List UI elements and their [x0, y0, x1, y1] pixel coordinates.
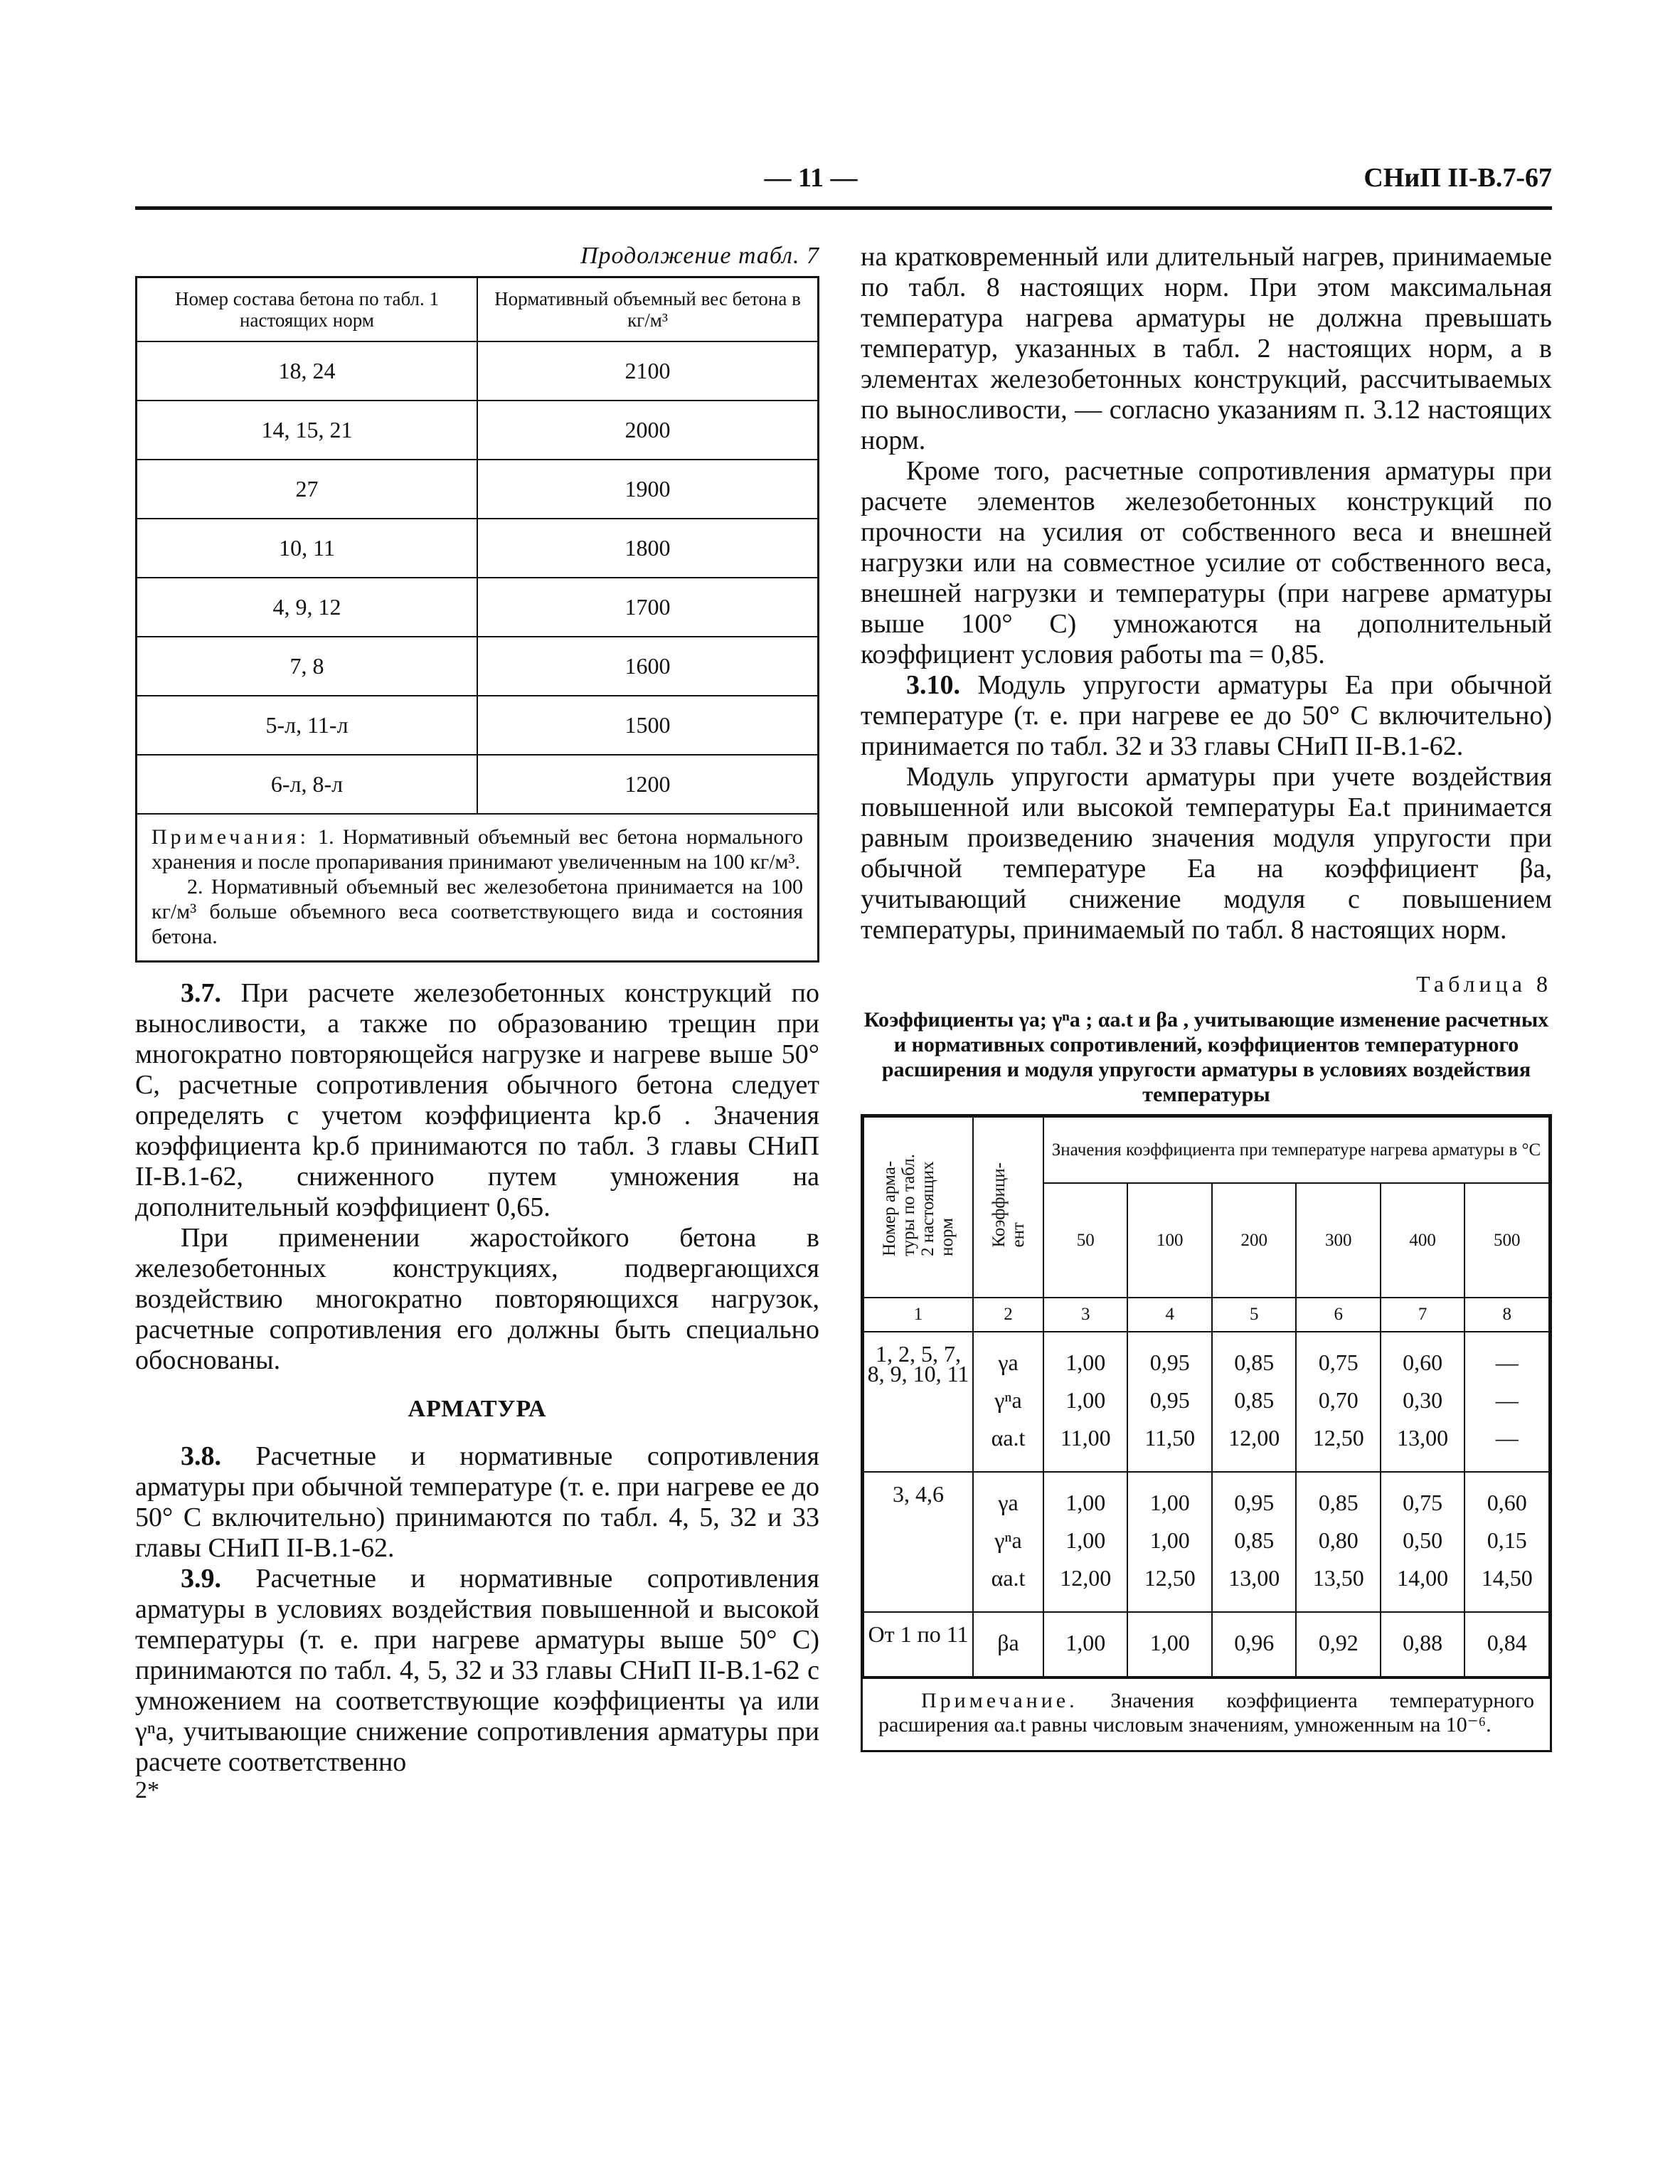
paragraph-3-8-number: 3.8.	[181, 1441, 221, 1471]
table7-header-weight: Нормативный объемный вес бетона в кг/м³	[477, 278, 817, 341]
table8-column-number: 1	[863, 1298, 973, 1332]
table8-column-number: 3	[1043, 1298, 1127, 1332]
table7-cell-composition: 7, 8	[137, 637, 477, 696]
paragraph-3-7-text: При расчете железобетонных конструкций по выносливости, а также по образованию трещин при многократно повторяющейся нагрузке и нагреве выше 50° С, расчетные сопротивления обычного бетона следует определять с учетом коэффициента kр.б . Значения коэффициента kр.б принимаются по табл. 3 главы СНиП II-В.1-62, сниженного путем умножения на дополнительный коэффициент 0,65.	[135, 978, 819, 1222]
table7-cell-composition: 6-л, 8-л	[137, 755, 477, 813]
paragraph-3-9-text: Расчетные и нормативные сопротивления арматуры в условиях воздействия повышенной и высокой температуры (т. е. при нагреве арматуры выше 50° С) принимаются по табл. 4, 5, 32 и 33 главы СНиП II-В.1-62 с умножением на соответствующие коэффициенты γа или γⁿа, учитывающие снижение сопротивления арматуры при расчете соответственно	[135, 1564, 819, 1777]
table-row	[863, 1332, 1549, 1472]
table7-header-composition: Номер состава бетона по табл. 1 настоящих норм	[137, 278, 477, 341]
table8-grid	[863, 1116, 1550, 1677]
table7-cell-weight: 1900	[477, 460, 817, 519]
table8-temp-header: 100	[1127, 1183, 1211, 1298]
table8-value-cell: 0,85 0,85 12,00	[1212, 1332, 1296, 1472]
table8-value-cell: 0,75 0,70 12,50	[1296, 1332, 1380, 1472]
table8-column-number: 7	[1381, 1298, 1464, 1332]
paragraph-3-10	[861, 670, 1552, 762]
table-row	[137, 578, 817, 637]
table8-value-cell: 0,75 0,50 14,00	[1381, 1472, 1464, 1612]
table-row	[137, 460, 817, 519]
table8-armature-number: 1, 2, 5, 7, 8, 9, 10, 11	[863, 1332, 973, 1472]
table8-value-cell: 1,00	[1043, 1612, 1127, 1677]
table8-header-number: Номер арма- туры по табл. 2 настоящих норм	[863, 1117, 973, 1298]
table8-temp-header: 50	[1043, 1183, 1127, 1298]
paragraph-3-10b: Модуль упругости арматуры при учете воздействия повышенной или высокой температуры Eа.t принимается равным произведению значения модуля упругости при обычной температуре Eа на коэффициент βа, учитывающий снижение модуля с повышением температуры, принимаемый по табл. 8 настоящих норм.	[861, 762, 1552, 945]
table7-cell-weight: 1700	[477, 578, 817, 637]
table7-cell-weight: 1600	[477, 637, 817, 696]
section-title-armatura: АРМАТУРА	[408, 1396, 547, 1422]
paragraph-3-9	[135, 1564, 819, 1778]
paragraph-3-8-text: Расчетные и нормативные сопротивления арматуры при обычной температуре (т. е. при нагреве ее до 50° С включительно) принимаются по табл. 4, 5, 32 и 33 главы СНиП II-В.1-62.	[135, 1441, 819, 1563]
table8-title: Коэффициенты γа; γⁿа ; αа.t и βа , учитывающие изменение расчетных и нормативных сопротивлений, коэффициентов температурного расширения и модуля упругости арматуры в условиях воздействия температуры	[863, 1008, 1549, 1106]
paragraph-3-9-number: 3.9.	[181, 1564, 221, 1594]
table7	[135, 276, 819, 963]
paragraph-3-7	[135, 978, 819, 1223]
table7-caption: Продолжение табл. 7	[580, 243, 819, 269]
right-column	[861, 242, 1552, 1752]
signature-mark: 2*	[135, 1777, 159, 1803]
table8-value-cell: — — —	[1464, 1332, 1549, 1472]
table8-value-cell: 0,96	[1212, 1612, 1296, 1677]
table8-temp-header: 200	[1212, 1183, 1296, 1298]
table8-note	[863, 1677, 1550, 1750]
paragraph-3-9b: Кроме того, расчетные сопротивления арматуры при расчете элементов железобетонных конструкций по прочности на усилия от собственного веса и внешней нагрузки или на совместное усилие от собственного веса, внешней нагрузки и температуры (при нагреве арматуры выше 100° С) умножаются на дополнительный коэффициент условия работы mа = 0,85.	[861, 456, 1552, 669]
table7-cell-composition: 4, 9, 12	[137, 578, 477, 637]
table7-cell-weight: 2000	[477, 401, 817, 460]
table-row	[863, 1612, 1549, 1677]
document-code: СНиП II-В.7-67	[1363, 163, 1552, 193]
table8-value-cell: 1,00 1,00 11,00	[1043, 1332, 1127, 1472]
table8-temp-header: 300	[1296, 1183, 1380, 1298]
table8-coefficient-symbol: γа γⁿа αа.t	[973, 1332, 1043, 1472]
table8-value-cell: 0,95 0,95 11,50	[1127, 1332, 1211, 1472]
paragraph-3-10-number: 3.10.	[906, 670, 960, 700]
table8-temp-header: 500	[1464, 1183, 1549, 1298]
table8-column-number: 6	[1296, 1298, 1380, 1332]
table7-notes	[137, 813, 817, 960]
paragraph-3-7b: При применении жаростойкого бетона в железобетонных конструкциях, подвергающихся воздействию многократно повторяющихся нагрузок, расчетные сопротивления его должны быть специально обоснованы.	[135, 1223, 819, 1375]
table-row	[863, 1472, 1549, 1612]
table-row	[137, 637, 817, 696]
table-row	[137, 519, 817, 578]
table8-body	[863, 1332, 1549, 1677]
table7-cell-composition: 5-л, 11-л	[137, 696, 477, 755]
table8-coefficient-symbol: γа γⁿа αа.t	[973, 1472, 1043, 1612]
table-row	[137, 696, 817, 755]
table7-cell-composition: 10, 11	[137, 519, 477, 578]
table8-column-number: 2	[973, 1298, 1043, 1332]
header-rule	[135, 206, 1552, 210]
table8-value-cell: 0,60 0,15 14,50	[1464, 1472, 1549, 1612]
table8-value-cell: 0,84	[1464, 1612, 1549, 1677]
table8-value-cell: 0,60 0,30 13,00	[1381, 1332, 1464, 1472]
table7-body	[137, 341, 817, 813]
table8-note-text: Значения коэффициента температурного расширения αа.t равны числовым значениям, умноженным на 10⁻⁶.	[878, 1689, 1534, 1737]
table-row	[137, 755, 817, 813]
table7-note-label: Примечания:	[151, 825, 309, 849]
table7-cell-composition: 27	[137, 460, 477, 519]
table8-value-cell: 1,00 1,00 12,00	[1043, 1472, 1127, 1612]
table8-value-cell: 0,95 0,85 13,00	[1212, 1472, 1296, 1612]
table8-value-cell: 0,85 0,80 13,50	[1296, 1472, 1380, 1612]
table7-cell-composition: 18, 24	[137, 341, 477, 401]
table8-value-cell: 1,00 1,00 12,50	[1127, 1472, 1211, 1612]
table8-value-cell: 0,92	[1296, 1612, 1380, 1677]
table8-value-cell: 0,88	[1381, 1612, 1464, 1677]
table8-temp-header: 400	[1381, 1183, 1464, 1298]
table8	[861, 1114, 1552, 1752]
table7-cell-weight: 1800	[477, 519, 817, 578]
table7-note-2: 2. Нормативный объемный вес железобетона принимается на 100 кг/м³ больше объемного веса соответствующего вида и состояния бетона.	[151, 875, 803, 948]
table7-cell-weight: 1500	[477, 696, 817, 755]
table-row	[137, 341, 817, 401]
table8-armature-number: 3, 4,6	[863, 1472, 973, 1612]
table7-cell-composition: 14, 15, 21	[137, 401, 477, 460]
table7-cell-weight: 1200	[624, 771, 671, 797]
table8-coefficient-symbol: βа	[973, 1612, 1043, 1677]
table8-armature-number: От 1 по 11	[863, 1612, 973, 1677]
paragraph-3-8	[135, 1441, 819, 1564]
paragraph-3-9-continued: на кратковременный или длительный нагрев, принимаемые по табл. 8 настоящих норм. При этом максимальная температура нагрева арматуры не должна превышать температур, указанных в табл. 2 настоящих норм, а в элементах железобетонных конструкций, рассчитываемых по выносливости, — согласно указаниям п. 3.12 настоящих норм.	[861, 242, 1552, 455]
table8-column-number: 5	[1212, 1298, 1296, 1332]
table-row	[137, 401, 817, 460]
table8-note-label: Примечание.	[921, 1689, 1078, 1712]
page-number: — 11 —	[764, 163, 858, 193]
table8-label: Таблица 8	[1416, 971, 1552, 997]
paragraph-3-10-text: Модуль упругости арматуры Eа при обычной температуре (т. е. при нагреве ее до 50° С включительно) принимается по табл. 32 и 33 главы СНиП II-В.1-62.	[861, 670, 1552, 761]
table7-note-1: 1. Нормативный объемный вес бетона нормального хранения и после пропаривания принимают увеличенным на 100 кг/м³.	[151, 825, 803, 874]
table8-column-number: 4	[1127, 1298, 1211, 1332]
table8-header-coefficient: Коэффици- ент	[973, 1117, 1043, 1298]
table8-value-cell: 1,00	[1127, 1612, 1211, 1677]
paragraph-3-7-number: 3.7.	[181, 978, 221, 1008]
table7-cell-weight: 2100	[477, 341, 817, 401]
table7-grid	[137, 278, 817, 813]
table8-header-values: Значения коэффициента при температуре нагрева арматуры в °С	[1043, 1117, 1549, 1183]
left-column	[135, 242, 819, 1803]
table8-column-number: 8	[1464, 1298, 1549, 1332]
